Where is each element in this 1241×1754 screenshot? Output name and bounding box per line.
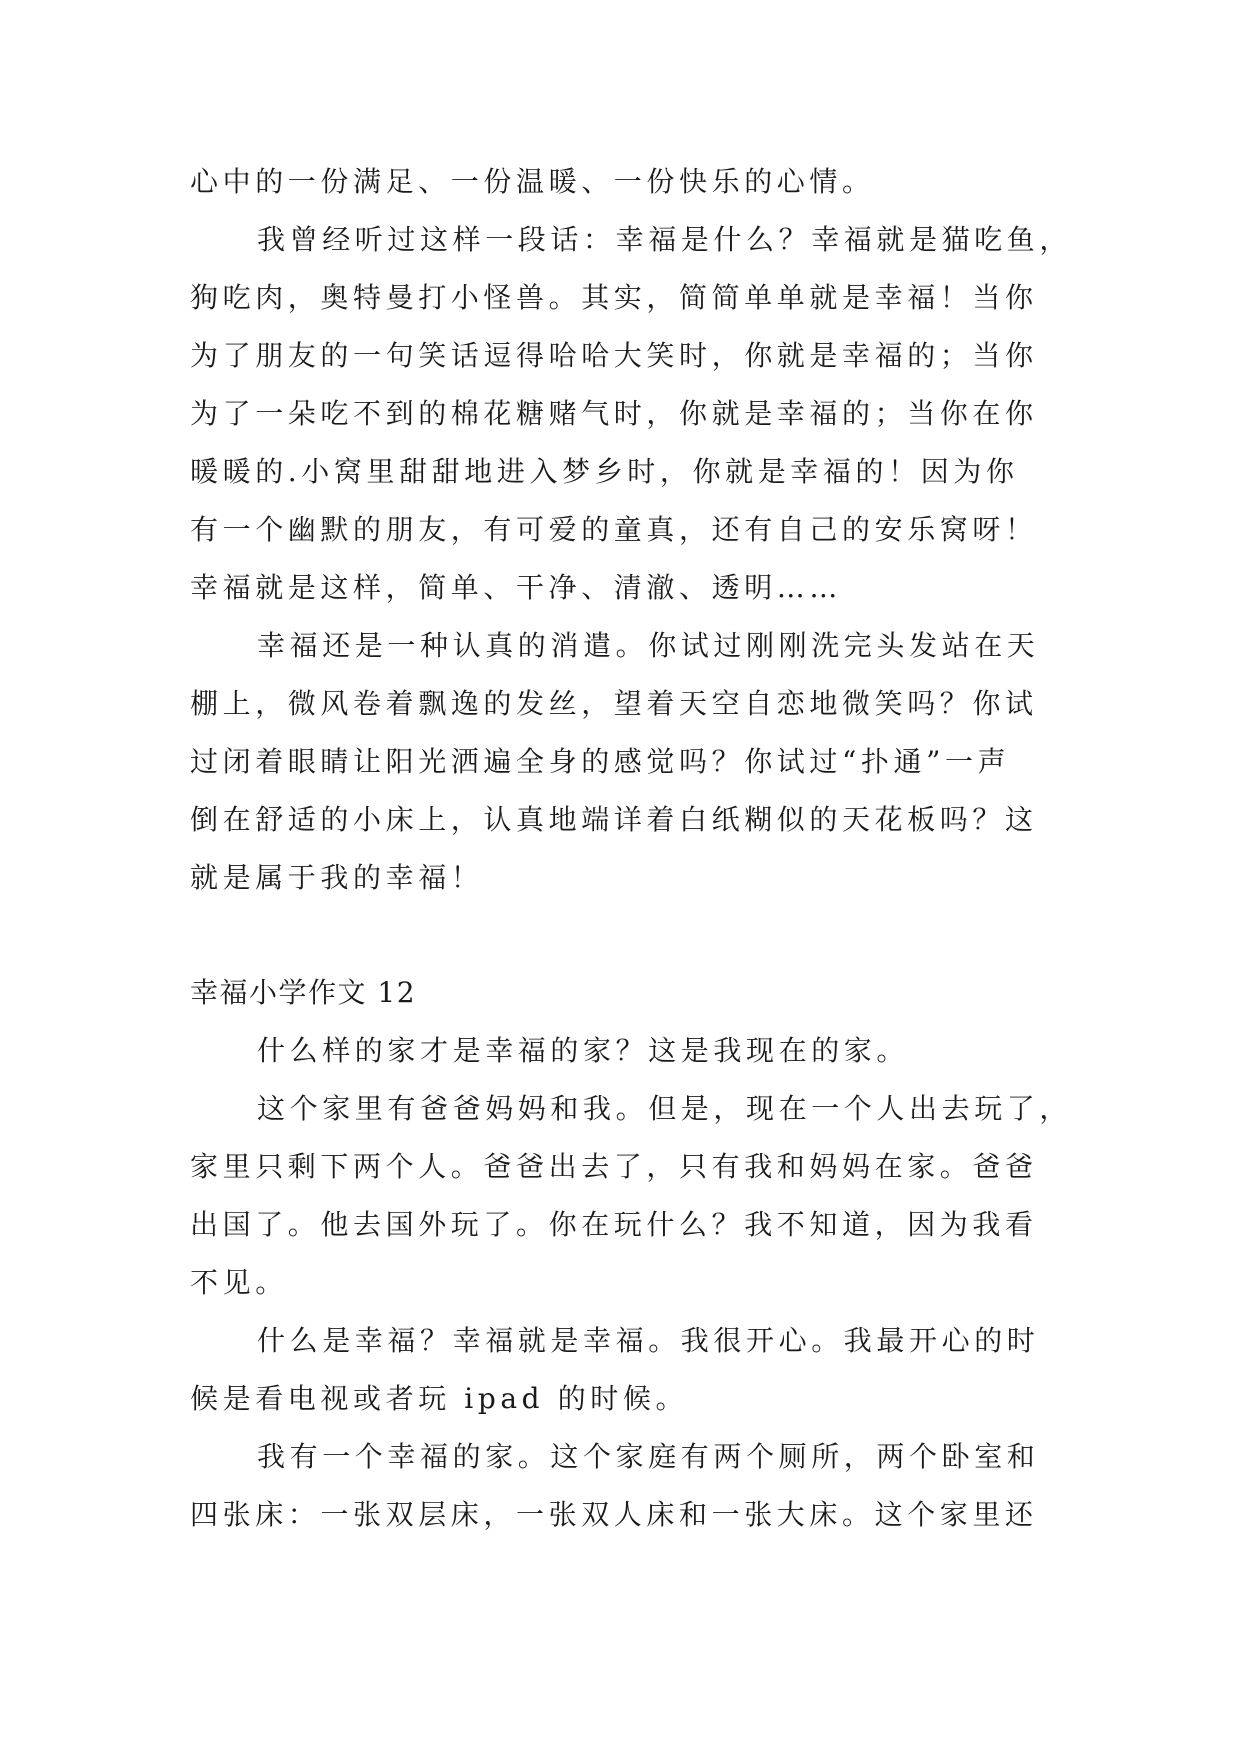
text-line: 四张床：一张双层床，一张双人床和一张大床。这个家里还 bbox=[190, 1498, 1038, 1531]
text-line: 幸福就是这样，简单、干净、清澈、透明…… bbox=[190, 571, 843, 604]
paragraph-first-line: 我有一个幸福的家。这个家庭有两个厕所，两个卧室和 bbox=[257, 1440, 1040, 1473]
paragraph-first-line: 我曾经听过这样一段话：幸福是什么？幸福就是猫吃鱼， bbox=[257, 223, 1073, 256]
text-line: 就是属于我的幸福！ bbox=[190, 861, 484, 894]
text-line: 不见。 bbox=[190, 1266, 288, 1299]
paragraph-first-line: 幸福还是一种认真的消遣。你试过刚刚洗完头发站在天 bbox=[257, 629, 1040, 662]
text-line: 狗吃肉，奥特曼打小怪兽。其实，简简单单就是幸福！当你 bbox=[190, 281, 1038, 314]
section-title: 幸福小学作文 12 bbox=[190, 976, 417, 1009]
text-line: 为了一朵吃不到的棉花糖赌气时，你就是幸福的；当你在你 bbox=[190, 397, 1038, 430]
paragraph-first-line: 什么样的家才是幸福的家？这是我现在的家。 bbox=[257, 1034, 910, 1067]
text-line: 家里只剩下两个人。爸爸出去了，只有我和妈妈在家。爸爸 bbox=[190, 1150, 1038, 1183]
text-line: 暖暖的.小窝里甜甜地进入梦乡时，你就是幸福的！因为你 bbox=[190, 455, 1019, 488]
text-line: 候是看电视或者玩 ipad 的时候。 bbox=[190, 1382, 689, 1415]
text-line: 心中的一份满足、一份温暖、一份快乐的心情。 bbox=[190, 165, 875, 198]
text-line: 出国了。他去国外玩了。你在玩什么？我不知道，因为我看 bbox=[190, 1208, 1038, 1241]
text-line: 棚上，微风卷着飘逸的发丝，望着天空自恋地微笑吗？你试 bbox=[190, 687, 1038, 720]
text-line: 过闭着眼睛让阳光洒遍全身的感觉吗？你试过“扑通”一声 bbox=[190, 745, 1011, 778]
paragraph-first-line: 什么是幸福？幸福就是幸福。我很开心。我最开心的时 bbox=[257, 1324, 1040, 1357]
text-line: 有一个幽默的朋友，有可爱的童真，还有自己的安乐窝呀！ bbox=[190, 513, 1038, 546]
text-line: 倒在舒适的小床上，认真地端详着白纸糊似的天花板吗？这 bbox=[190, 803, 1038, 836]
text-line: 为了朋友的一句笑话逗得哈哈大笑时，你就是幸福的；当你 bbox=[190, 339, 1038, 372]
paragraph-first-line: 这个家里有爸爸妈妈和我。但是，现在一个人出去玩了， bbox=[257, 1092, 1073, 1125]
